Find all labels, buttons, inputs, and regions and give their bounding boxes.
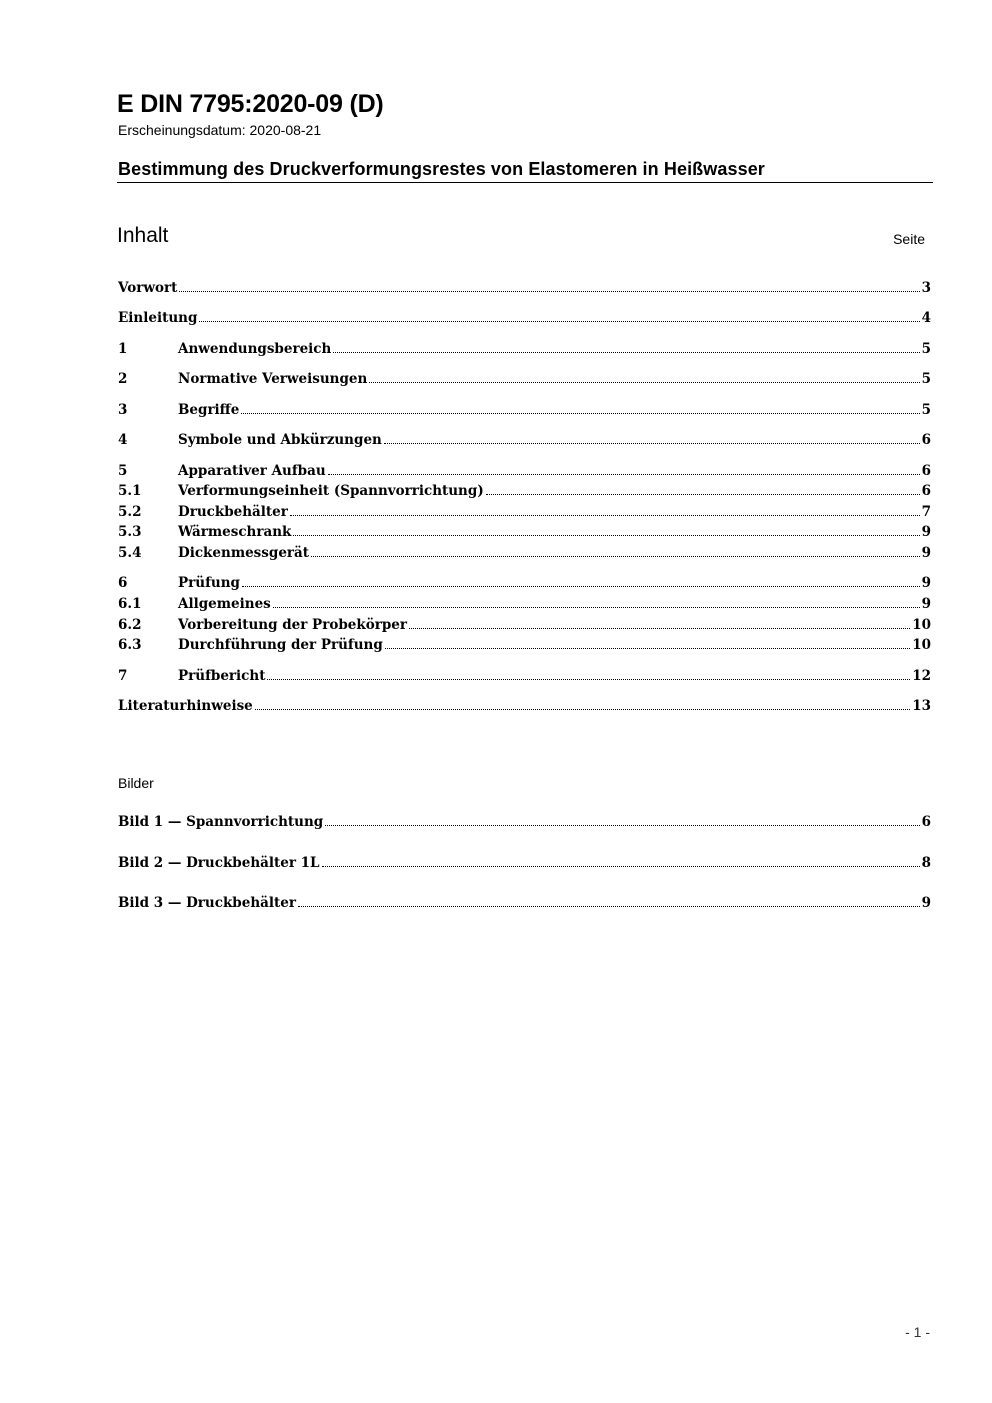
document-subject: Bestimmung des Druckverformungsrestes von Elastomeren in Heißwasser <box>118 159 765 179</box>
toc-entry-number: 6.1 <box>118 596 142 612</box>
toc-entry-5-4[interactable] <box>118 545 931 565</box>
subject-divider <box>117 182 933 183</box>
toc-entry-page: 10 <box>912 617 931 633</box>
toc-entry-number: 5.3 <box>118 524 142 540</box>
toc-entry-number: 5.1 <box>118 483 142 499</box>
toc-leader <box>179 291 919 292</box>
toc-entry-6-2[interactable] <box>118 617 931 637</box>
toc-entry-page: 9 <box>921 596 931 612</box>
toc-entry-einleitung[interactable] <box>118 310 931 330</box>
toc-entry-title: Begriffe <box>178 402 240 418</box>
figure-entry-page: 8 <box>921 855 931 871</box>
toc-entry-page: 6 <box>921 463 931 479</box>
figure-entry-title: Bild 1 — Spannvorrichtung <box>118 814 324 830</box>
toc-entry-page: 5 <box>921 371 931 387</box>
toc-leader <box>369 382 919 383</box>
toc-entry-title: Symbole und Abkürzungen <box>178 432 382 448</box>
toc-entry-number: 5.2 <box>118 504 142 520</box>
toc-entry-3[interactable] <box>118 402 931 422</box>
toc-entry-page: 9 <box>921 545 931 561</box>
toc-entry-title: Anwendungsbereich <box>178 341 332 357</box>
toc-entry-number: 3 <box>118 402 128 418</box>
footer-page-number: - 1 - <box>905 1324 930 1340</box>
toc-entry-title: Vorwort <box>118 280 178 296</box>
toc-entry-title: Normative Verweisungen <box>178 371 368 387</box>
toc-entry-page: 10 <box>912 637 931 653</box>
toc-entry-number: 2 <box>118 371 128 387</box>
toc-entry-title: Literaturhinweise <box>118 698 253 714</box>
toc-entry-page: 3 <box>921 280 931 296</box>
toc-entry-page: 7 <box>921 504 931 520</box>
toc-entry-title: Verformungseinheit (Spannvorrichtung) <box>178 483 484 499</box>
toc-entry-6-3[interactable] <box>118 637 931 657</box>
figure-entry-page: 6 <box>921 814 931 830</box>
toc-entry-page: 12 <box>912 668 931 684</box>
toc-entry-page: 6 <box>921 483 931 499</box>
toc-entry-number: 7 <box>118 668 128 684</box>
toc-entry-6-1[interactable] <box>118 596 931 616</box>
figures-heading: Bilder <box>118 775 154 791</box>
toc-entry-page: 13 <box>912 698 931 714</box>
toc-leader <box>333 352 919 353</box>
toc-leader <box>486 494 920 495</box>
toc-leader <box>328 474 920 475</box>
toc-entry-number: 5 <box>118 463 128 479</box>
toc-entry-7[interactable] <box>118 668 931 688</box>
toc-entry-1[interactable] <box>118 341 931 361</box>
toc-leader <box>298 906 920 907</box>
toc-entry-title: Dickenmessgerät <box>178 545 310 561</box>
toc-leader <box>384 443 920 444</box>
toc-leader <box>385 648 910 649</box>
toc-entry-title: Druckbehälter <box>178 504 288 520</box>
toc-leader <box>293 535 919 536</box>
release-date: Erscheinungsdatum: 2020-08-21 <box>118 122 322 138</box>
toc-leader <box>311 556 920 557</box>
toc-entry-number: 6.2 <box>118 617 142 633</box>
toc-entry-title: Vorbereitung der Probekörper <box>178 617 407 633</box>
figure-entry-2[interactable] <box>118 855 931 875</box>
toc-entry-page: 5 <box>921 402 931 418</box>
toc-entry-vorwort[interactable] <box>118 280 931 300</box>
page-column-label: Seite <box>893 231 925 247</box>
toc-entry-title: Wärmeschrank <box>178 524 292 540</box>
toc-leader <box>255 709 910 710</box>
toc-entry-4[interactable] <box>118 432 931 452</box>
toc-entry-number: 4 <box>118 432 128 448</box>
toc-entry-5-2[interactable] <box>118 504 931 524</box>
toc-entry-title: Allgemeines <box>178 596 271 612</box>
toc-leader <box>325 825 919 826</box>
document-id: E DIN 7795:2020-09 (D) <box>117 90 384 118</box>
figure-entry-title: Bild 3 — Druckbehälter <box>118 895 296 911</box>
toc-leader <box>273 607 920 608</box>
toc-entry-page: 6 <box>921 432 931 448</box>
toc-entry-number: 5.4 <box>118 545 142 561</box>
toc-leader <box>267 679 910 680</box>
toc-entry-2[interactable] <box>118 371 931 391</box>
toc-entry-number: 1 <box>118 341 128 357</box>
toc-leader <box>322 866 920 867</box>
toc-entry-page: 4 <box>921 310 931 326</box>
toc-entry-title: Einleitung <box>118 310 198 326</box>
toc-entry-title: Durchführung der Prüfung <box>178 637 383 653</box>
toc-leader <box>409 628 910 629</box>
figure-entry-3[interactable] <box>118 895 931 915</box>
toc-entry-number: 6.3 <box>118 637 142 653</box>
toc-entry-5-1[interactable] <box>118 483 931 503</box>
toc-entry-title: Prüfbericht <box>178 668 266 684</box>
figure-entry-title: Bild 2 — Druckbehälter 1L <box>118 855 320 871</box>
figure-entry-1[interactable] <box>118 814 931 834</box>
figure-entry-page: 9 <box>921 895 931 911</box>
toc-leader <box>241 413 919 414</box>
toc-leader <box>242 586 920 587</box>
toc-entry-5-3[interactable] <box>118 524 931 544</box>
toc-entry-page: 9 <box>921 524 931 540</box>
toc-entry-page: 9 <box>921 575 931 591</box>
toc-entry-title: Prüfung <box>178 575 240 591</box>
toc-entry-5[interactable] <box>118 463 931 483</box>
toc-leader <box>290 515 920 516</box>
toc-entry-literaturhinweise[interactable] <box>118 698 931 718</box>
toc-entry-number: 6 <box>118 575 128 591</box>
toc-leader <box>199 321 919 322</box>
toc-entry-title: Apparativer Aufbau <box>178 463 326 479</box>
toc-heading: Inhalt <box>117 224 169 247</box>
toc-entry-page: 5 <box>921 341 931 357</box>
toc-entry-6[interactable] <box>118 575 931 595</box>
